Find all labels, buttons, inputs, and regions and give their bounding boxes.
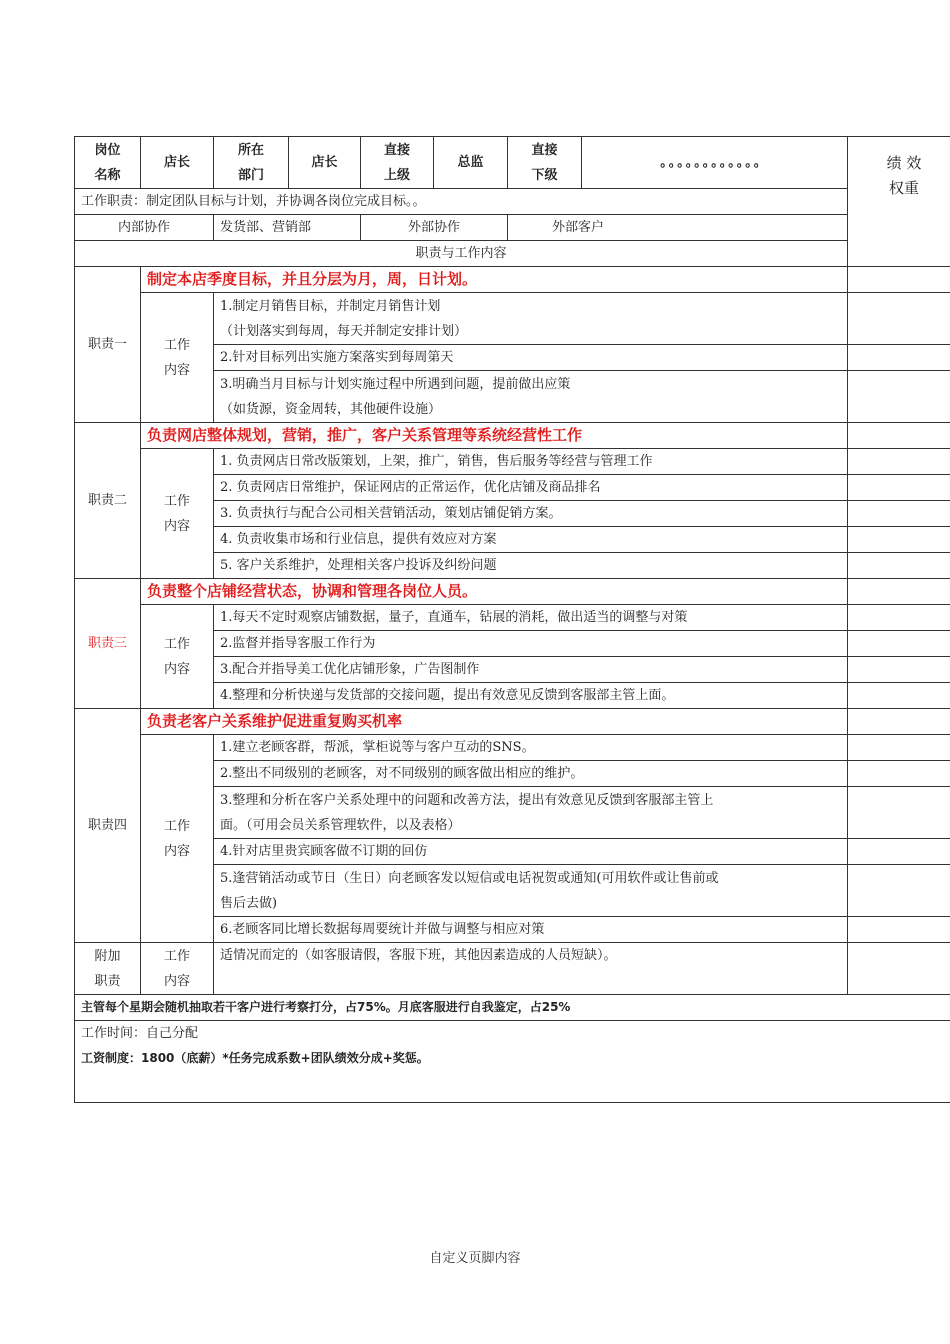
duty-title-row	[75, 267, 950, 293]
weight-cell	[848, 553, 950, 579]
internal-collab-value: 发货部、营销部	[214, 215, 361, 241]
duty-item-row	[75, 449, 950, 475]
evaluation-note: 主管每个星期会随机抽取若干客户进行考察打分，占75%。月底客服进行自我鉴定，占25%	[75, 995, 950, 1021]
duty-item	[214, 449, 848, 475]
duty-title-row	[75, 579, 950, 605]
section-title: 职责与工作内容	[75, 241, 848, 267]
duty-item-row	[75, 735, 950, 761]
duty-item	[214, 787, 848, 839]
duty-label: 职责四	[75, 709, 141, 943]
duty-title-row	[75, 423, 950, 449]
duty-item-line: 面。（可用会员关系管理软件，以及表格）	[220, 817, 461, 833]
work-content-label: 工作 内容	[141, 735, 214, 943]
department-label: 所在 部门	[214, 137, 289, 189]
duty-item-line: 3. 负责执行与配合公司相关营销活动，策划店铺促销方案。	[220, 506, 562, 521]
duty-title: 负责整个店铺经营状态，协调和管理各岗位人员。	[141, 579, 848, 605]
duty-item-line: 1. 负责网店日常改版策划，上架，推广，销售，售后服务等经营与管理工作	[220, 454, 653, 469]
weight-cell	[848, 657, 950, 683]
duty-item	[214, 839, 848, 865]
weight-cell	[848, 449, 950, 475]
position-name-value: 店长	[141, 137, 214, 189]
weight-cell	[848, 761, 950, 787]
direct-superior-label: 直接 上级	[361, 137, 434, 189]
weight-cell	[848, 709, 950, 735]
weight-cell	[848, 605, 950, 631]
duty-item-line: （计划落实到每周，每天并制定安排计划）	[220, 323, 468, 339]
duty-item-line: 5.逢营销活动或节日（生日）向老顾客发以短信或电话祝贺或通知(可用软件或让售前或	[220, 870, 719, 886]
internal-collab-label: 内部协作	[75, 215, 214, 241]
duty-item	[214, 605, 848, 631]
duty-item-line: 4.整理和分析快递与发货部的交接问题，提出有效意见反馈到客服部主管上面。	[220, 688, 675, 703]
duty-item	[214, 501, 848, 527]
weight-cell	[848, 527, 950, 553]
extra-duty-row	[75, 943, 950, 995]
duty-item	[214, 293, 848, 345]
duty-item	[214, 865, 848, 917]
duty-item	[214, 527, 848, 553]
external-collab-label: 外部协作	[361, 215, 508, 241]
duty-item	[214, 917, 848, 943]
weight-cell	[848, 631, 950, 657]
performance-weight-header: 绩 效 权重	[848, 137, 950, 267]
duty-item-line: 3.整理和分析在客户关系处理中的问题和改善方法，提出有效意见反馈到客服部主管上	[220, 792, 714, 808]
weight-cell	[848, 917, 950, 943]
duty-label: 职责一	[75, 267, 141, 423]
duty-item-line: 售后去做)	[220, 895, 278, 911]
duty-item	[214, 631, 848, 657]
weight-cell	[848, 865, 950, 917]
work-content-label: 工作 内容	[141, 605, 214, 709]
salary-system: 工资制度：1800（底薪）*任务完成系数+团队绩效分成+奖惩。	[81, 1051, 429, 1065]
work-content-label: 工作 内容	[141, 449, 214, 579]
duty-item-row	[75, 293, 950, 345]
duty-label: 职责三	[75, 579, 141, 709]
weight-cell	[848, 345, 950, 371]
duty-item-line: 2.整出不同级别的老顾客，对不同级别的顾客做出相应的维护。	[220, 766, 584, 781]
header-row	[75, 137, 950, 189]
duty-item	[214, 761, 848, 787]
weight-cell	[848, 683, 950, 709]
extra-work-content-label: 工作 内容	[141, 943, 214, 995]
duty-item-line: 6.老顾客同比增长数据每周要统计并做与调整与相应对策	[220, 922, 545, 937]
external-collab-value: 外部客户	[508, 215, 848, 241]
collaboration-row	[75, 215, 950, 241]
direct-subordinate-value: 。。。。。。。。。。。。	[582, 137, 848, 189]
weight-cell	[848, 943, 950, 995]
duty-item-row	[75, 605, 950, 631]
duty-item	[214, 475, 848, 501]
weight-cell	[848, 293, 950, 345]
duty-title: 负责网店整体规划，营销，推广，客户关系管理等系统经营性工作	[141, 423, 848, 449]
job-description-page	[74, 136, 922, 1103]
work-content-label: 工作 内容	[141, 293, 214, 423]
duty-item	[214, 735, 848, 761]
duty-item-line: 2.监督并指导客服工作行为	[220, 636, 376, 651]
duty-item	[214, 345, 848, 371]
duty-item-line: 3.配合并指导美工优化店铺形象，广告图制作	[220, 662, 480, 677]
duty-item-line: 1.建立老顾客群，帮派，掌柜说等与客户互动的SNS。	[220, 740, 535, 755]
duty-title: 负责老客户关系维护促进重复购买机率	[141, 709, 848, 735]
duty-label: 职责二	[75, 423, 141, 579]
weight-cell	[848, 475, 950, 501]
extra-duty-label: 附加 职责	[75, 943, 141, 995]
duty-item	[214, 683, 848, 709]
duty-item-line: 4. 负责收集市场和行业信息，提供有效应对方案	[220, 532, 497, 547]
duty-item	[214, 553, 848, 579]
duty-item-line: 5. 客户关系维护，处理相关客户投诉及纠纷问题	[220, 558, 497, 573]
weight-cell	[848, 735, 950, 761]
work-info-row	[75, 1021, 950, 1103]
duty-summary: 工作职责：制定团队目标与计划，并协调各岗位完成目标。。	[75, 189, 848, 215]
position-name-label: 岗位 名称	[75, 137, 141, 189]
work-info	[75, 1021, 950, 1103]
direct-subordinate-label: 直接 下级	[508, 137, 582, 189]
weight-cell	[848, 371, 950, 423]
duty-item-line: 1.制定月销售目标，并制定月销售计划	[220, 298, 441, 314]
weight-cell	[848, 839, 950, 865]
weight-cell	[848, 267, 950, 293]
duty-title: 制定本店季度目标，并且分层为月，周，日计划。	[141, 267, 848, 293]
weight-cell	[848, 501, 950, 527]
duty-item-line: 2. 负责网店日常维护，保证网店的正常运作，优化店铺及商品排名	[220, 480, 601, 495]
weight-cell	[848, 423, 950, 449]
duty-item-line: 4.针对店里贵宾顾客做不订期的回仿	[220, 844, 428, 859]
duty-item-line: 1.每天不定时观察店铺数据，量子，直通车，钻展的消耗，做出适当的调整与对策	[220, 610, 688, 625]
duty-item	[214, 371, 848, 423]
job-description-table	[74, 136, 950, 1103]
duty-item	[214, 657, 848, 683]
extra-duty-content: 适情况而定的（如客服请假，客服下班，其他因素造成的人员短缺）。	[214, 943, 848, 995]
duty-item-line: 3.明确当月目标与计划实施过程中所遇到问题，提前做出应策	[220, 376, 571, 392]
page-footer: 自定义页脚内容	[429, 1251, 521, 1266]
weight-cell	[848, 579, 950, 605]
work-time: 工作时间：自己分配	[81, 1026, 199, 1041]
duty-item-line: （如货源，资金周转，其他硬件设施）	[220, 401, 442, 417]
weight-cell	[848, 787, 950, 839]
duty-item-line: 2.针对目标列出实施方案落实到每周第天	[220, 350, 454, 365]
duty-title-row	[75, 709, 950, 735]
direct-superior-value: 总监	[434, 137, 508, 189]
department-value: 店长	[289, 137, 361, 189]
